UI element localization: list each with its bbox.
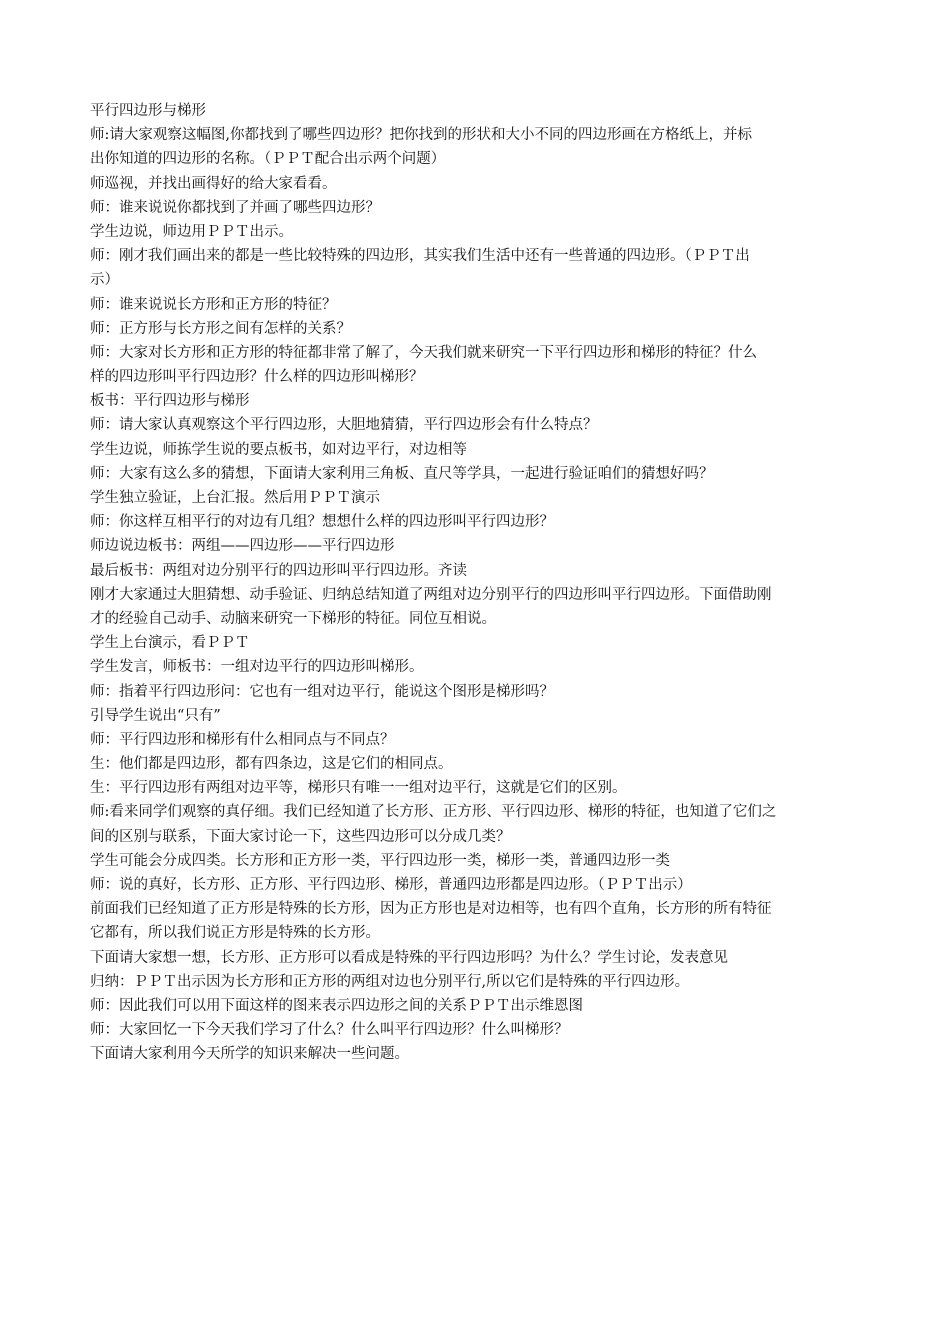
text-line: 学生发言，师板书：一组对边平行的四边形叫梯形。 [90, 659, 424, 676]
text-line: 师：大家回忆一下今天我们学习了什么？什么叫平行四边形？什么叫梯形？ [90, 1022, 569, 1039]
text-line: 刚才大家通过大胆猜想、动手验证、归纳总结知道了两组对边分别平行的四边形叫平行四边形。下面借助刚 [90, 586, 772, 603]
text-line: 师：正方形与长方形之间有怎样的关系？ [90, 320, 351, 337]
text-line: 示） [90, 272, 119, 289]
text-line: 才的经验自己动手、动脑来研究一下梯形的特征。同位互相说。 [90, 610, 496, 627]
text-line: 师：请大家认真观察这个平行四边形，大胆地猜猜，平行四边形会有什么特点？ [90, 417, 598, 434]
text-line: 师：谁来说说你都找到了并画了哪些四边形？ [90, 199, 380, 216]
document-page [90, 99, 862, 1067]
text-line: 引导学生说出“只有” [90, 707, 221, 724]
text-line: 最后板书：两组对边分别平行的四边形叫平行四边形。齐读 [90, 562, 467, 579]
text-line: 出你知道的四边形的名称。（ＰＰＴ配合出示两个问题） [90, 151, 446, 168]
text-line: 学生边说，师拣学生说的要点板书，如对边平行，对边相等 [90, 441, 467, 458]
text-line: 样的四边形叫平行四边形？什么样的四边形叫梯形？ [90, 369, 424, 386]
document-title: 平行四边形与梯形 [90, 103, 206, 119]
text-line: 师：你这样互相平行的对边有几组？想想什么样的四边形叫平行四边形？ [90, 514, 554, 531]
text-line: 生：平行四边形有两组对边平等，梯形只有唯一一组对边平行，这就是它们的区别。 [90, 780, 627, 797]
text-line: 师：谁来说说长方形和正方形的特征？ [90, 296, 337, 313]
text-line: 学生边说，师边用ＰＰＴ出示。 [90, 223, 293, 240]
text-line: 师：说的真好，长方形、正方形、平行四边形、梯形，普通四边形都是四边形。（ＰＰＴ出示） [90, 877, 692, 893]
text-line: 师：刚才我们画出来的都是一些比较特殊的四边形，其实我们生活中还有一些普通的四边形。（ＰＰＴ出 [90, 248, 750, 265]
text-line: 归纳：ＰＰＴ出示因为长方形和正方形的两组对边也分别平行,所以它们是特殊的平行四边形。 [90, 973, 690, 990]
text-line: 间的区别与联系，下面大家讨论一下，这些四边形可以分成几类？ [90, 828, 511, 845]
text-line: 师：大家有这么多的猜想，下面请大家利用三角板、直尺等学具，一起进行验证咱们的猜想好吗？ [90, 465, 714, 482]
text-line: 师：大家对长方形和正方形的特征都非常了解了，今天我们就来研究一下平行四边形和梯形的特征？什么 [90, 344, 757, 361]
text-line: 学生上台演示，看ＰＰＴ [90, 635, 250, 652]
text-line: 师：因此我们可以用下面这样的图来表示四边形之间的关系ＰＰＴ出示维恩图 [90, 997, 583, 1014]
text-line: 板书：平行四边形与梯形 [90, 393, 250, 410]
text-line: 师：平行四边形和梯形有什么相同点与不同点？ [90, 731, 395, 748]
text-line: 学生可能会分成四类。长方形和正方形一类，平行四边形一类，梯形一类，普通四边形一类 [90, 852, 670, 869]
text-line: 师边说边板书：两组——四边形——平行四边形 [90, 538, 395, 555]
text-line: 下面请大家利用今天所学的知识来解决一些问题。 [90, 1046, 409, 1063]
text-line: 师巡视，并找出画得好的给大家看看。 [90, 175, 337, 192]
text-line: 师:请大家观察这幅图,你都找到了哪些四边形？把你找到的形状和大小不同的四边形画在方格纸上，并标 [90, 127, 752, 144]
text-line: 它都有，所以我们说正方形是特殊的长方形。 [90, 925, 380, 942]
text-line: 生：他们都是四边形，都有四条边，这是它们的相同点。 [90, 756, 453, 773]
text-line: 下面请大家想一想，长方形、正方形可以看成是特殊的平行四边形吗？为什么？学生讨论，发表意见 [90, 949, 728, 966]
text-line: 前面我们已经知道了正方形是特殊的长方形，因为正方形也是对边相等，也有四个直角，长方形的所有特征 [90, 901, 772, 918]
text-line: 学生独立验证，上台汇报。然后用ＰＰＴ演示 [90, 490, 380, 506]
text-line: 师：指着平行四边形问：它也有一组对边平行，能说这个图形是梯形吗？ [90, 683, 554, 700]
text-line: 师:看来同学们观察的真仔细。我们已经知道了长方形、正方形、平行四边形、梯形的特征，也知道了它们之 [90, 804, 777, 821]
